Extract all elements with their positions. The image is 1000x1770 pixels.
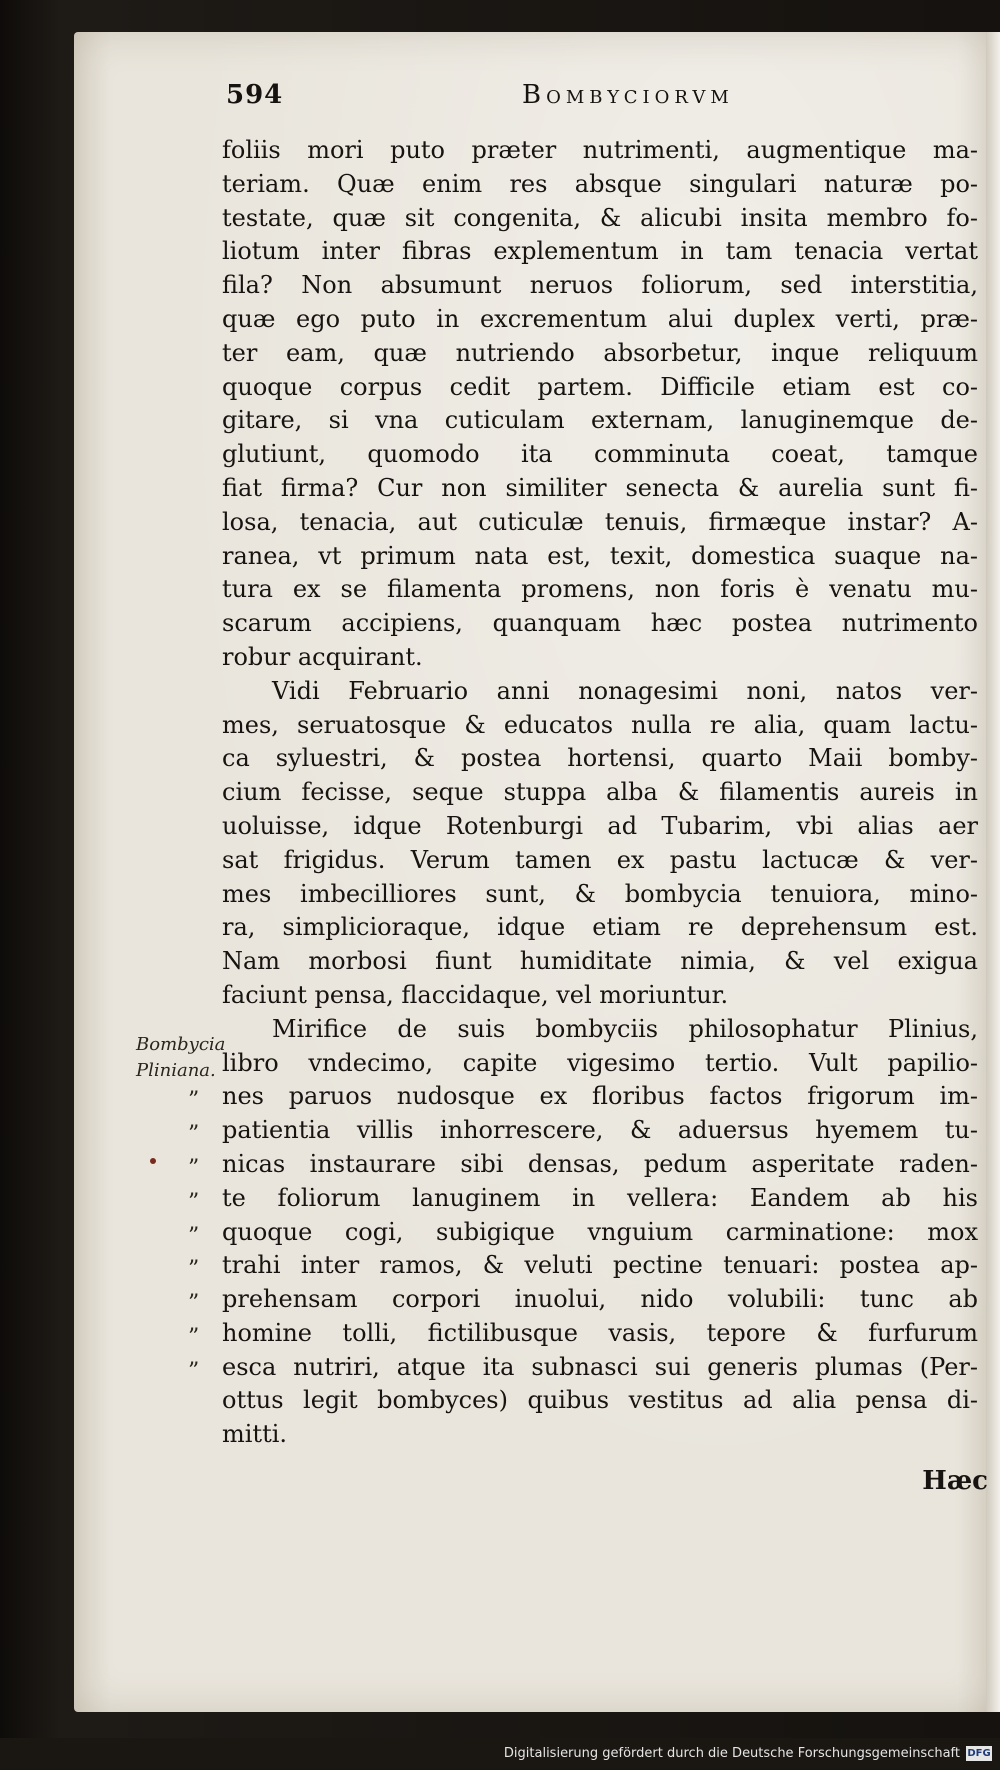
text-line: robur acquirant. (222, 642, 423, 671)
digitization-credit: Digitalisierung gefördert durch die Deutsche Forschungsgemeinschaft (503, 1746, 960, 1761)
quoted-line (188, 1182, 978, 1216)
text-line: ottus legit bombyces) quibus vestitus ad alia pensa di- (222, 1386, 978, 1415)
quoted-line (188, 1148, 978, 1182)
footer-bar (0, 1738, 1000, 1770)
margin-note: Bombycia Pliniana. (136, 1034, 226, 1081)
text-line: Nam morbosi fiunt humiditate nimia, & vel exigua (222, 947, 978, 976)
quoted-line (188, 1283, 978, 1317)
text-line: esca nutriri, atque ita subnasci sui generis plumas (Per- (222, 1352, 978, 1381)
text-line: uoluisse, idque Rotenburgi ad Tubarim, vbi alias aer (222, 811, 978, 840)
text-line: sat frigidus. Verum tamen ex pastu lactucæ & ver- (222, 845, 978, 874)
ink-dot (150, 1158, 156, 1164)
quoted-line (188, 1080, 978, 1114)
text-line: glutiunt, quomodo ita comminuta coeat, tamque (222, 440, 978, 469)
text-line: gitare, si vna cuticulam externam, lanuginemque de- (222, 406, 978, 435)
text-line: quæ ego puto in excrementum alui duplex verti, præ- (222, 304, 978, 333)
text-line: losa, tenacia, aut cuticulæ tenuis, firmæque instar? A- (222, 507, 978, 536)
quote-mark: ” (188, 1122, 200, 1148)
text-line: Vidi Februario anni nonagesimi noni, natos ver- (272, 676, 978, 705)
quote-mark: ” (188, 1155, 200, 1181)
quoted-line (188, 1114, 978, 1148)
text-line: cium fecisse, seque stuppa alba & filamentis aureis in (222, 778, 978, 807)
text-line: quoque corpus cedit partem. Difficile etiam est co- (222, 372, 978, 401)
text-line: Mirifice de suis bombyciis philosophatur Plinius, (272, 1014, 978, 1043)
quote-mark: ” (188, 1324, 200, 1350)
quoted-line (188, 1249, 978, 1283)
running-head: Bombyciorvm (522, 80, 734, 110)
text-line: prehensam corpori inuolui, nido volubili: tunc ab (222, 1285, 978, 1314)
quote-mark: ” (188, 1291, 200, 1317)
text-line: ra, simplicioraque, idque etiam re deprehensum est. (222, 913, 978, 942)
quote-mark: ” (188, 1257, 200, 1283)
text-line: teriam. Quæ enim res absque singulari naturæ po- (222, 169, 978, 198)
text-line: tura ex se filamenta promens, non foris è venatu mu- (222, 575, 978, 604)
text-line: testate, quæ sit congenita, & alicubi insita membro fo- (222, 203, 978, 232)
dfg-logo: DFG (967, 1748, 991, 1759)
text-line: ranea, vt primum nata est, texit, domestica suaque na- (222, 541, 978, 570)
text-line: nicas instaurare sibi densas, pedum asperitate raden- (222, 1149, 978, 1178)
text-line: mes imbecilliores sunt, & bombycia tenuiora, mino- (222, 879, 978, 908)
text-line: quoque cogi, subigique vnguium carminatione: mox (222, 1217, 978, 1246)
text-line: foliis mori puto præter nutrimenti, augmentique ma- (222, 136, 978, 164)
main-text (188, 134, 978, 1452)
text-line: mitti. (222, 1420, 288, 1449)
text-line: mes, seruatosque & educatos nulla re alia, quam lactu- (222, 710, 978, 739)
text-line: fiat firma? Cur non similiter senecta & aurelia sunt fi- (222, 473, 978, 502)
text-line: ca syluestri, & postea hortensi, quarto Maii bomby- (222, 744, 978, 773)
text-line: fila? Non absumunt neruos foliorum, sed interstitia, (222, 271, 978, 300)
quoted-line (188, 1216, 978, 1250)
page-number: 594 (226, 80, 284, 110)
text-line: patientia villis inhorrescere, & aduersus hyemem tu- (222, 1116, 978, 1145)
page-header (226, 50, 926, 110)
text-line: te foliorum lanuginem in vellera: Eandem ab his (222, 1183, 978, 1212)
text-line: nes paruos nudosque ex floribus factos frigorum im- (222, 1082, 978, 1111)
catchword: Hæc (922, 1466, 988, 1496)
quote-mark: ” (188, 1088, 200, 1114)
text-line: libro vndecimo, capite vigesimo tertio. Vult papilio- (222, 1048, 978, 1077)
page-edge (986, 32, 1000, 1712)
quote-mark: ” (188, 1358, 200, 1384)
text-line: homine tolli, fictilibusque vasis, tepore & furfurum (222, 1318, 978, 1347)
text-line: liotum inter fibras explementum in tam tenacia vertat (222, 237, 978, 266)
quoted-line (188, 1317, 978, 1351)
quote-mark: ” (188, 1189, 200, 1215)
text-line: scarum accipiens, quanquam hæc postea nutrimento (222, 609, 978, 638)
quote-mark: ” (188, 1223, 200, 1249)
text-line: ter eam, quæ nutriendo absorbetur, inque reliquum (222, 338, 978, 367)
quoted-line (188, 1351, 978, 1385)
text-line: faciunt pensa, flaccidaque, vel moriuntur. (222, 980, 729, 1009)
text-line: trahi inter ramos, & veluti pectine tenuari: postea ap- (222, 1251, 978, 1280)
